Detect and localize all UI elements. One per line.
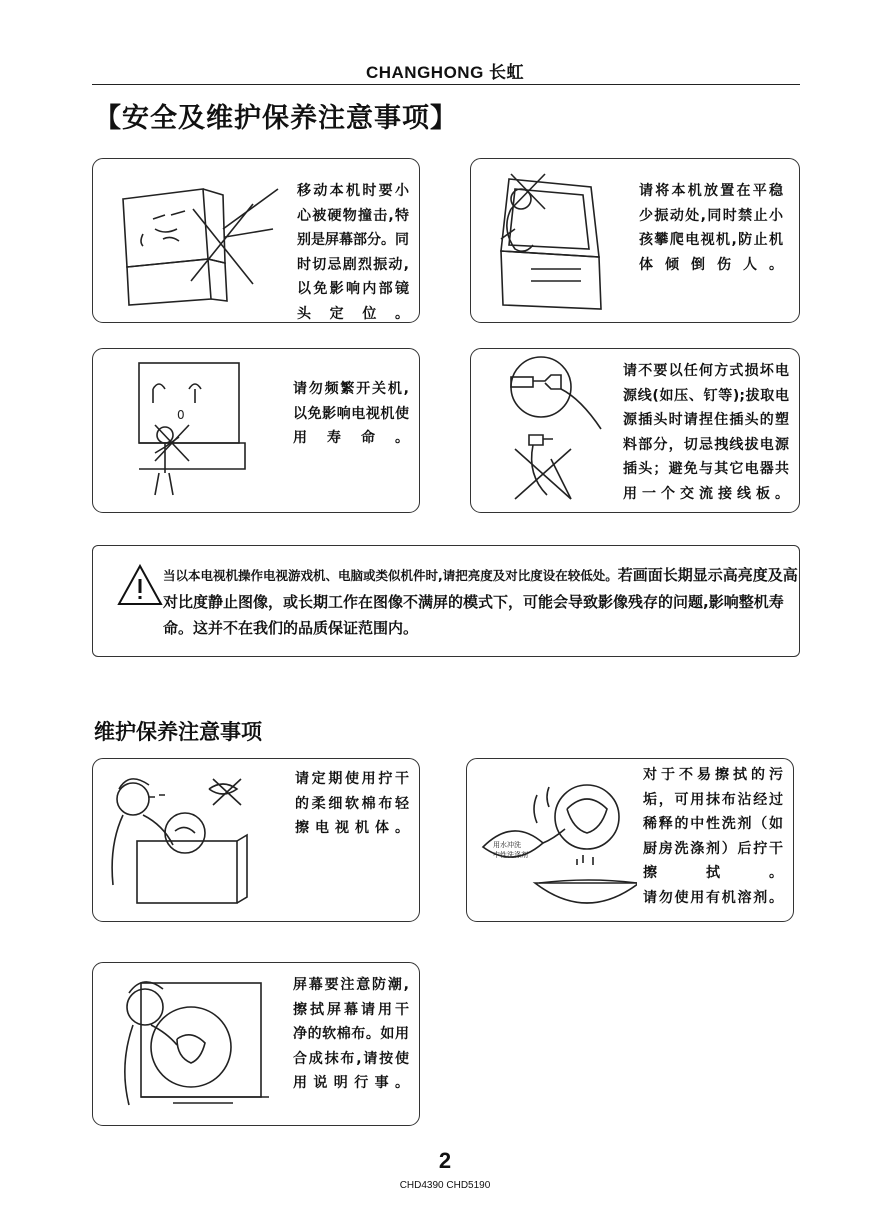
card-stable-placement: [470, 158, 800, 323]
card-power-cord: [470, 348, 800, 513]
card-wipe-body: [92, 758, 420, 922]
page-title: 【安全及维护保养注意事项】: [94, 103, 458, 134]
card-wipe-body-text: 请定期使用拧干 的柔细软棉布轻 擦电视机体。: [295, 771, 409, 836]
power-plug-illustration: [471, 349, 616, 512]
moving-tv-illustration: [93, 159, 283, 322]
screen-wiping-illustration: [93, 963, 283, 1125]
card-stain-cleaning: [466, 758, 794, 922]
card-power-switch-text: 请勿频繁开关机, 以免影响电视机使 用寿命。: [293, 381, 409, 446]
warning-lead: 当以本电视机操作电视游戏机、电脑或类似机件时,请把亮度及对比度设在较低处。: [163, 568, 618, 583]
wiping-tv-illustration: [93, 759, 283, 921]
header-rule: [92, 84, 800, 85]
brand-logo: CHANGHONG 长虹: [365, 63, 525, 82]
svg-text:0: 0: [177, 408, 185, 422]
page-number: 2: [438, 1148, 452, 1173]
warning-triangle-icon: [115, 562, 165, 612]
bubble-line-2: 中性洗涤剂: [493, 851, 528, 859]
warning-box: [92, 545, 800, 657]
card-screen-moisture-text: 屏幕要注意防潮, 擦拭屏幕请用干 净的软棉布。如用 合成抹布,请按使 用说明行事。: [293, 977, 409, 1091]
bubble-line-1: 用水冲洗: [493, 841, 521, 849]
warning-text: [163, 562, 803, 641]
tv-power-illustration: [93, 349, 258, 512]
card-move-tv: [92, 158, 420, 323]
maintenance-title: 维护保养注意事项: [94, 720, 262, 744]
card-power-switch: [92, 348, 420, 513]
card-screen-moisture: [92, 962, 420, 1126]
card-move-tv-text: 移动本机时要小 心被硬物撞击,特 别是屏幕部分。同 时切忌剧烈振动, 以免影响内部镜 头定位。: [297, 183, 409, 322]
card-stain-cleaning-text: 对于不易擦拭的污 垢，可用抹布沾经过 稀释的中性洗剂（如 厨房洗涤剂）后拧干 擦拭。 请勿使用有机溶剂。: [643, 767, 783, 906]
model-numbers: CHD4390 CHD5190: [399, 1180, 491, 1191]
child-climbing-illustration: [471, 159, 631, 322]
card-power-cord-text: 请不要以任何方式损坏电 源线(如压、钉等);拔取电 源插头时请捏住插头的塑 料部分，切忌拽线拔电源 插头；避免与其它电器共 用一个交流接线板。: [623, 363, 789, 502]
card-stable-placement-text: 请将本机放置在平稳 少振动处,同时禁止小 孩攀爬电视机,防止机 体倾倒伤人。: [639, 183, 783, 273]
cloth-detergent-illustration: [467, 759, 637, 921]
warning-rest: 若画面长期显示高亮度及高对比度静止图像，或长期工作在图像不满屏的模式下，可能会导致影像残存的问题,影响整机寿命。这并不在我们的品质保证范围内。: [163, 566, 798, 637]
